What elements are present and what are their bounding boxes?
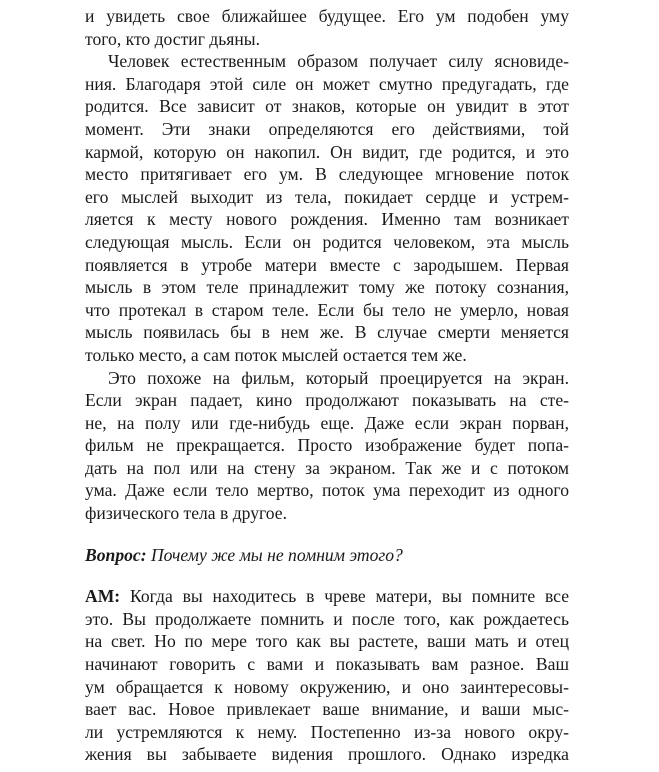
text-line — [85, 186, 569, 209]
text-line — [85, 50, 569, 73]
text-line — [85, 502, 569, 525]
text-line — [85, 630, 569, 653]
body-text: мысль появилась бы в нем же. В случае смерти меняется — [85, 322, 569, 343]
text-line — [85, 73, 569, 96]
text-line — [85, 141, 569, 164]
body-text: фильм не прекращается. Просто изображение будет попа- — [85, 435, 569, 456]
body-text: мысль в этом теле принадлежит тому же потоку сознания, — [85, 277, 569, 298]
text-line — [85, 412, 569, 435]
text-line — [85, 28, 569, 51]
text-line — [85, 721, 569, 744]
body-text: того, кто достиг дьяны. — [85, 28, 261, 49]
body-text: это. Вы продолжаете помнить и после того, как рождаетесь — [85, 608, 569, 629]
text-line — [85, 344, 569, 367]
text-line — [85, 208, 569, 231]
question-line — [85, 544, 569, 567]
emphasized-text: Вопрос: — [85, 544, 147, 565]
body-text: момент. Эти знаки определяются его действиями, той — [85, 118, 569, 139]
text-line — [85, 608, 569, 631]
text-line — [85, 231, 569, 254]
body-text: родится. Все зависит от знаков, которые он увидит в этот — [85, 96, 569, 117]
body-text: следующая мысль. Если он родится человеком, эта мысль — [85, 231, 569, 252]
body-text: Если экран падает, кино продолжают показывать на сте- — [85, 390, 569, 411]
emphasized-text: АМ: — [85, 586, 121, 607]
text-line — [85, 5, 569, 28]
text-line — [85, 118, 569, 141]
body-text: появляется в утробе матери вместе с зародышем. Первая — [85, 254, 569, 275]
paragraph-clairvoyance — [85, 50, 569, 366]
body-text: только место, а сам поток мыслей остается тем же. — [85, 344, 467, 365]
body-text: и увидеть свое ближайшее будущее. Его ум подобен уму — [85, 6, 569, 26]
text-line — [85, 676, 569, 699]
text-line — [85, 276, 569, 299]
body-text: ума. Даже если тело мертво, поток ума переходит из одного — [85, 480, 569, 501]
body-text: Когда вы находитесь в чреве матери, вы помните все — [120, 586, 569, 607]
text-line — [85, 698, 569, 721]
body-text: на свет. Но по мере того как вы растете, ваши мать и отец — [85, 631, 569, 652]
emphasized-text: Почему же мы не помним этого? — [146, 544, 403, 565]
text-line — [85, 544, 569, 567]
body-text: ли устремляются к нему. Постепенно из-за нового окру- — [85, 721, 569, 742]
body-text: физического тела в другое. — [85, 503, 288, 524]
text-line — [85, 367, 569, 390]
body-text: место притягивает его ум. В следующее мгновение поток — [85, 164, 569, 185]
body-text: жения вы забываете видения прошлого. Однако изредка — [85, 744, 569, 765]
body-text: его мыслей выходит из тела, покидает сердце и устрем- — [85, 186, 569, 207]
text-line — [85, 299, 569, 322]
text-line — [85, 163, 569, 186]
body-text: ляется к месту нового рождения. Именно там возникает — [85, 209, 569, 230]
body-text: вает вас. Новое привлекает ваше внимание, и ваши мыс- — [85, 699, 569, 720]
text-line — [85, 95, 569, 118]
body-text: ния. Благодаря этой силе он может смутно предугадать, где — [85, 73, 569, 94]
paragraph-film-analogy — [85, 367, 569, 525]
text-line — [85, 434, 569, 457]
text-line — [85, 585, 569, 608]
body-text: ум обращается к новому окружению, и оно заинтересовы- — [85, 676, 569, 697]
body-text: Человек естественным образом получает силу ясновиде- — [108, 51, 569, 72]
text-line — [85, 653, 569, 676]
text-line — [85, 321, 569, 344]
answer-paragraph — [85, 585, 569, 766]
page-text-column — [85, 5, 569, 766]
text-line — [85, 479, 569, 502]
body-text: не, на полу или где-нибудь еще. Даже если экран порван, — [85, 412, 569, 433]
paragraph-continuation — [85, 5, 569, 50]
text-line — [85, 743, 569, 766]
text-line — [85, 254, 569, 277]
body-text: начинают говорить с вами и показывать вам разное. Ваш — [85, 654, 569, 675]
body-text: дать на пол или на стену за экраном. Так же и с потоком — [85, 457, 569, 478]
text-line — [85, 457, 569, 480]
body-text: Это похоже на фильм, который проецируется на экран. — [108, 367, 569, 388]
text-line — [85, 389, 569, 412]
body-text: что протекал в старом теле. Если бы тело не умерло, новая — [85, 299, 569, 320]
body-text: кармой, которую он накопил. Он видит, где родится, и это — [85, 141, 569, 162]
